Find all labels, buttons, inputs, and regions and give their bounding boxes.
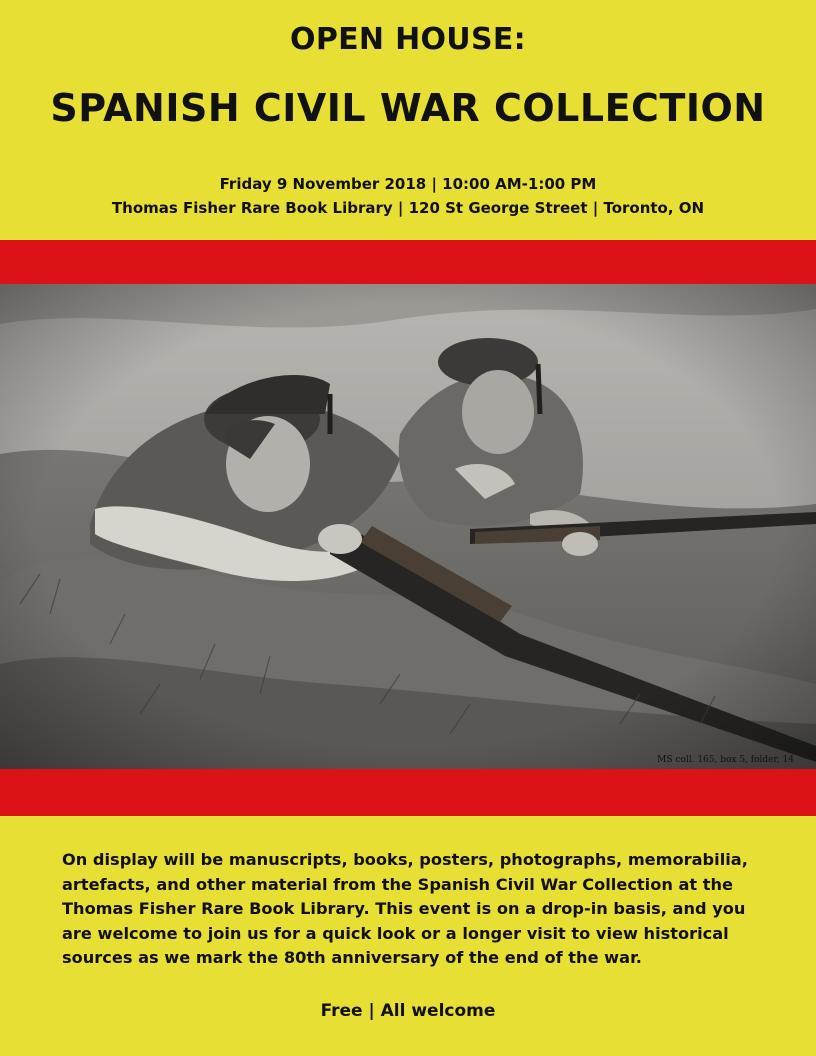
- description-line: sources as we mark the 80th anniversary of the end of the war.: [62, 948, 642, 967]
- red-band-bottom: [0, 769, 816, 816]
- event-title-line-1: OPEN HOUSE:: [290, 22, 526, 57]
- description-line: Thomas Fisher Rare Book Library. This event is on a drop-in basis, and you: [62, 899, 746, 918]
- event-title-line-2: SPANISH CIVIL WAR COLLECTION: [50, 86, 766, 130]
- photo-archive-caption: MS coll. 165, box 5, folder, 14: [657, 755, 794, 765]
- description-line: artefacts, and other material from the Spanish Civil War Collection at the: [62, 874, 734, 894]
- militia-soldiers-photo: [0, 284, 816, 769]
- event-date-time: Friday 9 November 2018 | 10:00 AM-1:00 PM: [219, 175, 597, 193]
- event-location: Thomas Fisher Rare Book Library | 120 St George Street | Toronto, ON: [111, 199, 705, 217]
- red-band-top: [0, 240, 816, 284]
- admission-note: Free | All welcome: [320, 1001, 496, 1021]
- event-description: [62, 848, 762, 971]
- description-line: are welcome to join us for a quick look or a longer visit to view historical: [62, 923, 729, 943]
- historical-photo: [0, 284, 816, 769]
- description-line: On display will be manuscripts, books, posters, photographs, memorabilia,: [62, 850, 748, 869]
